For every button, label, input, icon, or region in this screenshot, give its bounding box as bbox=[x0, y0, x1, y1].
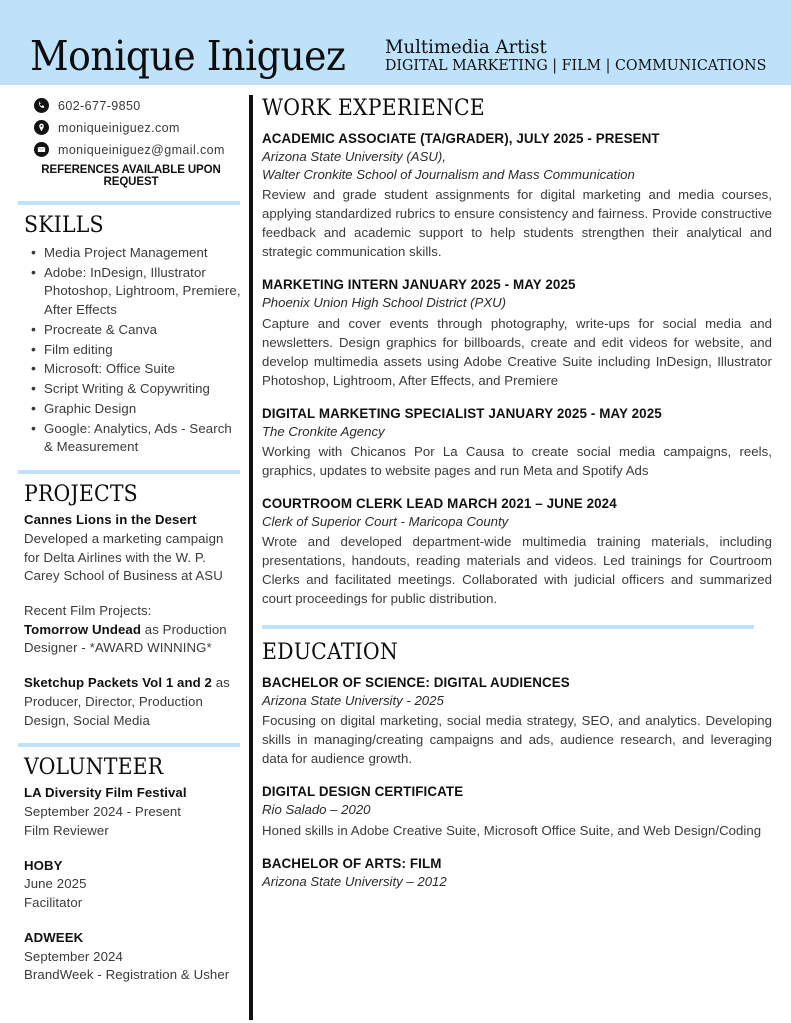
project-body: as Producer, Director, Production Design, Social Media bbox=[24, 675, 230, 728]
volunteer-role: Film Reviewer bbox=[24, 822, 109, 838]
candidate-name: Monique Iniguez bbox=[30, 32, 346, 80]
location-pin-icon bbox=[34, 120, 49, 135]
project-title: Tomorrow Undead bbox=[24, 621, 142, 637]
education-heading: EDUCATION bbox=[262, 640, 398, 666]
project-body: Developed a marketing campaign for Delta Airlines with the W. P. Carey School of Business at ASU bbox=[24, 530, 224, 584]
work-entry bbox=[262, 496, 772, 608]
work-organization: Arizona State University (ASU), bbox=[262, 149, 446, 164]
work-title: DIGITAL MARKETING SPECIALIST JANUARY 2025 - MAY 2025 bbox=[262, 405, 662, 421]
projects-divider bbox=[18, 470, 240, 474]
volunteer-entry bbox=[24, 784, 240, 840]
sidebar-column bbox=[0, 85, 248, 985]
education-entry bbox=[262, 784, 772, 839]
education-degree: BACHELOR OF SCIENCE: DIGITAL AUDIENCES bbox=[262, 675, 570, 691]
volunteer-divider bbox=[18, 743, 240, 747]
contact-list bbox=[0, 98, 248, 157]
column-divider bbox=[249, 95, 253, 1020]
education-entry bbox=[262, 856, 772, 891]
list-item: • Adobe: InDesign, Illustrator Photoshop, Lightroom, Premiere, After Effects bbox=[44, 264, 242, 320]
header-content bbox=[30, 32, 786, 80]
work-organization: Phoenix Union High School District (PXU) bbox=[262, 295, 507, 311]
work-organization-secondary: Walter Cronkite School of Journalism and Mass Communication bbox=[262, 167, 635, 183]
project-title: Sketchup Packets Vol 1 and 2 bbox=[24, 675, 212, 691]
work-experience-heading: WORK EXPERIENCE bbox=[262, 96, 485, 121]
skills-heading: SKILLS bbox=[24, 213, 104, 238]
work-organization: Clerk of Superior Court - Maricopa County bbox=[262, 513, 509, 529]
education-degree: BACHELOR OF ARTS: FILM bbox=[262, 855, 442, 871]
list-item: • Microsoft: Office Suite bbox=[44, 360, 242, 379]
email-address: moniqueiniguez@gmail.com bbox=[58, 142, 225, 157]
phone-number: 602-677-9850 bbox=[58, 98, 141, 113]
education-school: Arizona State University – 2012 bbox=[262, 873, 447, 889]
work-entry bbox=[262, 406, 772, 480]
volunteer-role: Facilitator bbox=[24, 895, 83, 911]
volunteer-dates: June 2025 bbox=[24, 876, 87, 892]
volunteer-dates: September 2024 bbox=[24, 948, 123, 964]
list-item: • Google: Analytics, Ads - Search & Measurement bbox=[44, 420, 242, 457]
contact-website-row bbox=[34, 120, 240, 135]
education-divider bbox=[262, 625, 754, 629]
candidate-specialties: DIGITAL MARKETING | FILM | COMMUNICATIONS bbox=[384, 56, 767, 75]
volunteer-role: BrandWeek - Registration & Usher bbox=[24, 967, 230, 983]
phone-icon bbox=[34, 98, 49, 113]
project-lead: Recent Film Projects: bbox=[24, 603, 152, 619]
work-entry bbox=[262, 277, 772, 389]
volunteer-dates: September 2024 - Present bbox=[24, 804, 182, 820]
volunteer-entry bbox=[24, 857, 240, 913]
work-title: ACADEMIC ASSOCIATE (TA/GRADER), JULY 2025 - PRESENT bbox=[262, 131, 660, 146]
skills-list bbox=[0, 244, 242, 457]
education-description: Focusing on digital marketing, social media strategy, SEO, and analytics. Developing skills in managing/creating campaigns and ads, audience research, and leveraging data for audience growth. bbox=[262, 713, 772, 767]
project-title: Cannes Lions in the Desert bbox=[24, 512, 197, 528]
main-column bbox=[262, 85, 772, 907]
project-entry bbox=[24, 602, 240, 658]
project-body: as Production Designer - *AWARD WINNING* bbox=[24, 621, 227, 656]
envelope-icon bbox=[34, 142, 49, 157]
contact-phone-row bbox=[34, 98, 240, 113]
candidate-job-title: Multimedia Artist bbox=[384, 35, 547, 58]
education-description: Honed skills in Adobe Creative Suite, Microsoft Office Suite, and Web Design/Coding bbox=[262, 822, 762, 838]
resume-body bbox=[0, 85, 791, 1023]
project-entry bbox=[24, 511, 240, 586]
list-item: • Graphic Design bbox=[44, 400, 242, 419]
volunteer-title: LA Diversity Film Festival bbox=[24, 785, 187, 801]
work-title: MARKETING INTERN JANUARY 2025 - MAY 2025 bbox=[262, 277, 576, 293]
project-entry bbox=[24, 674, 240, 730]
projects-heading: PROJECTS bbox=[24, 482, 138, 508]
volunteer-title: ADWEEK bbox=[24, 929, 84, 945]
work-description: Working with Chicanos Por La Causa to create social media campaigns, reels, graphics, updates to website pages and run Meta and Spotify Ads bbox=[262, 443, 772, 478]
header-banner bbox=[0, 0, 791, 85]
education-entry bbox=[262, 675, 772, 768]
volunteer-title: HOBY bbox=[24, 857, 63, 873]
education-school: Arizona State University - 2025 bbox=[262, 693, 444, 709]
list-item: • Script Writing & Copywriting bbox=[44, 380, 242, 399]
list-item: • Media Project Management bbox=[44, 244, 242, 263]
education-degree: DIGITAL DESIGN CERTIFICATE bbox=[262, 784, 464, 800]
list-item: • Procreate & Canva bbox=[44, 321, 242, 340]
work-description: Review and grade student assignments for digital marketing and media courses, applying standardized rubrics to ensure consistency and fairness. Provide constructive feedback and academic support to help students strengthen their analytical and strategic communication skills. bbox=[262, 187, 772, 260]
education-school: Rio Salado – 2020 bbox=[262, 802, 371, 818]
references-note: REFERENCES AVAILABLE UPON REQUEST bbox=[41, 164, 221, 188]
website-url: moniqueiniguez.com bbox=[58, 120, 180, 135]
volunteer-heading: VOLUNTEER bbox=[24, 755, 164, 781]
header-title-stack bbox=[385, 37, 786, 77]
work-title: COURTROOM CLERK LEAD MARCH 2021 – JUNE 2024 bbox=[262, 495, 617, 511]
work-entry bbox=[262, 131, 772, 261]
work-description: Capture and cover events through photography, write-ups for social media and newsletters. Design graphics for billboards, create and edit videos for website, and develop multimedia assets using Adobe Creative Suite including InDesign, Illustrator Photoshop, Lightroom, After Effects, and Premiere bbox=[262, 315, 772, 388]
work-description: Wrote and developed department-wide multimedia training materials, including presentations, handouts, reading materials and videos. Led trainings for Courtroom Clerks and facilitated meetings. Collaborated with judicial officers and summarized court proceedings for public distribution. bbox=[262, 534, 772, 607]
volunteer-entry bbox=[24, 929, 240, 985]
list-item: • Film editing bbox=[44, 341, 242, 360]
contact-email-row bbox=[34, 142, 240, 157]
work-organization: The Cronkite Agency bbox=[262, 423, 385, 439]
skills-divider bbox=[18, 201, 240, 205]
